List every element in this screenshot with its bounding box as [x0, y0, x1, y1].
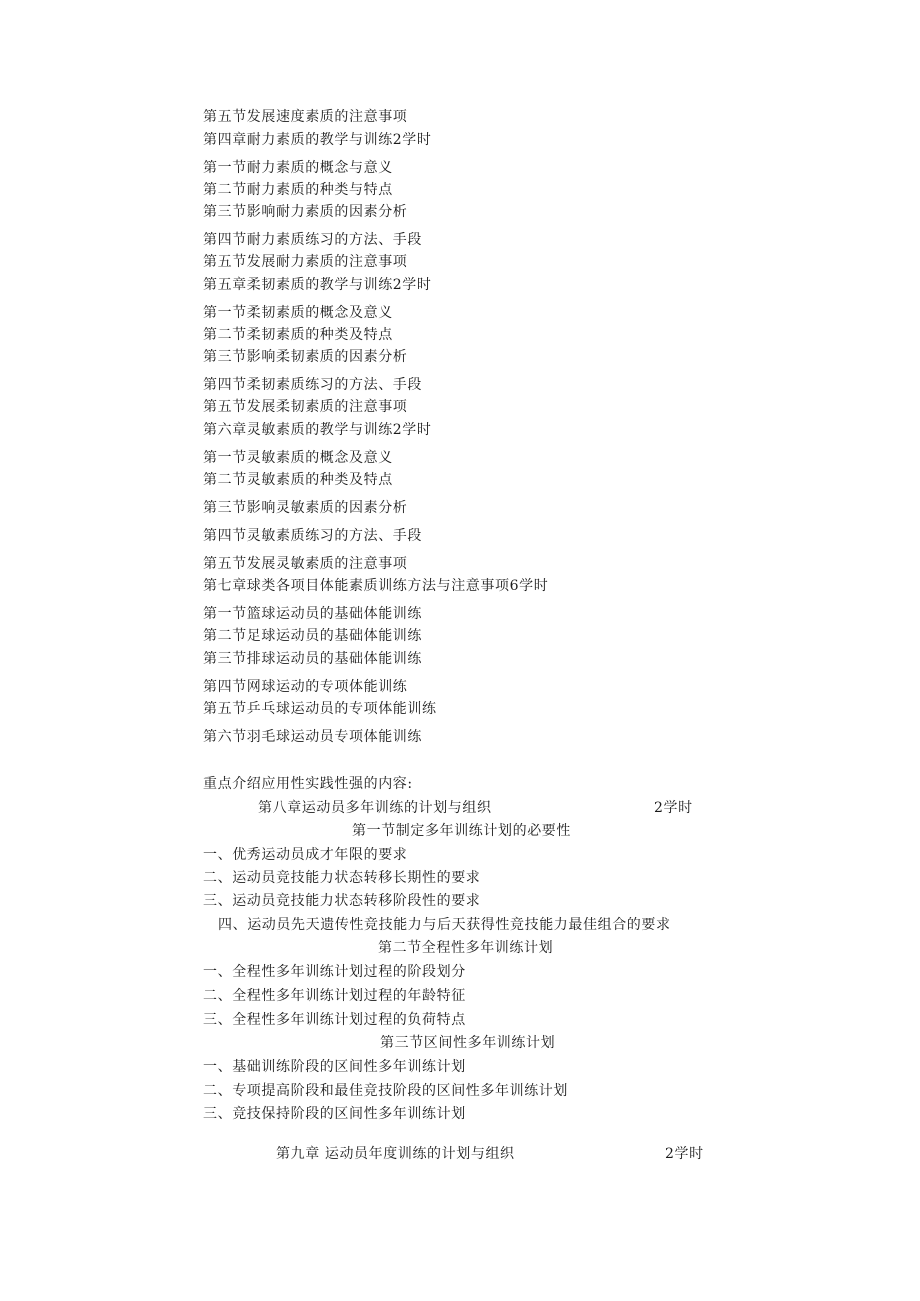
list-item: 一、全程性多年训练计划过程的阶段划分: [203, 964, 466, 980]
outline-line: 第三节排球运动员的基础体能训练: [203, 651, 422, 667]
chapter-heading: 第六章灵敏素质的教学与训练2学时: [203, 422, 432, 438]
outline-line: 第二节耐力素质的种类与特点: [203, 182, 393, 198]
chapter-heading: 第四章耐力素质的教学与训练2学时: [203, 132, 432, 148]
emphasis-intro: 重点介绍应用性实践性强的内容:: [203, 776, 413, 792]
outline-line: 第四节柔韧素质练习的方法、手段: [203, 377, 422, 393]
chapter9-title: 第九章 运动员年度训练的计划与组织: [276, 1146, 515, 1162]
section-title: 第二节全程性多年训练计划: [378, 940, 554, 956]
list-item: 二、运动员竞技能力状态转移长期性的要求: [203, 870, 481, 886]
section-title: 第一节制定多年训练计划的必要性: [352, 823, 571, 839]
list-item: 二、全程性多年训练计划过程的年龄特征: [203, 988, 466, 1004]
chapter-heading: 第五章柔韧素质的教学与训练2学时: [203, 277, 432, 293]
outline-line: 第四节灵敏素质练习的方法、手段: [203, 528, 422, 544]
outline-line: 第二节灵敏素质的种类及特点: [203, 472, 393, 488]
list-item: 一、基础训练阶段的区间性多年训练计划: [203, 1059, 466, 1075]
list-item: 一、优秀运动员成才年限的要求: [203, 847, 408, 863]
outline-line: 第三节影响灵敏素质的因素分析: [203, 500, 408, 516]
list-item: 三、运动员竞技能力状态转移阶段性的要求: [203, 893, 481, 909]
section-title: 第三节区间性多年训练计划: [380, 1035, 556, 1051]
outline-line: 第五节发展耐力素质的注意事项: [203, 254, 408, 270]
outline-line: 第五节发展柔韧素质的注意事项: [203, 399, 408, 415]
list-item: 四、运动员先天遗传性竞技能力与后天获得性竞技能力最佳组合的要求: [218, 917, 671, 933]
outline-line: 第四节网球运动的专项体能训练: [203, 679, 408, 695]
list-item: 三、全程性多年训练计划过程的负荷特点: [203, 1012, 466, 1028]
chapter8-hours: 2学时: [654, 800, 693, 816]
outline-line: 第五节发展灵敏素质的注意事项: [203, 556, 408, 572]
outline-line: 第六节羽毛球运动员专项体能训练: [203, 729, 422, 745]
outline-line: 第五节乒乓球运动员的专项体能训练: [203, 701, 437, 717]
outline-line: 第五节发展速度素质的注意事项: [203, 109, 408, 125]
outline-line: 第三节影响柔韧素质的因素分析: [203, 349, 408, 365]
chapter8-title: 第八章运动员多年训练的计划与组织: [258, 800, 492, 816]
outline-line: 第一节灵敏素质的概念及意义: [203, 450, 393, 466]
outline-line: 第一节篮球运动员的基础体能训练: [203, 606, 422, 622]
list-item: 二、专项提高阶段和最佳竞技阶段的区间性多年训练计划: [203, 1083, 568, 1099]
list-item: 三、竞技保持阶段的区间性多年训练计划: [203, 1106, 466, 1122]
outline-line: 第二节足球运动员的基础体能训练: [203, 628, 422, 644]
chapter-heading: 第七章球类各项目体能素质训练方法与注意事项6学时: [203, 578, 549, 594]
outline-line: 第一节柔韧素质的概念及意义: [203, 305, 393, 321]
outline-line: 第四节耐力素质练习的方法、手段: [203, 232, 422, 248]
chapter9-hours: 2学时: [665, 1146, 704, 1162]
outline-line: 第一节耐力素质的概念与意义: [203, 160, 393, 176]
outline-line: 第二节柔韧素质的种类及特点: [203, 327, 393, 343]
outline-line: 第三节影响耐力素质的因素分析: [203, 204, 408, 220]
